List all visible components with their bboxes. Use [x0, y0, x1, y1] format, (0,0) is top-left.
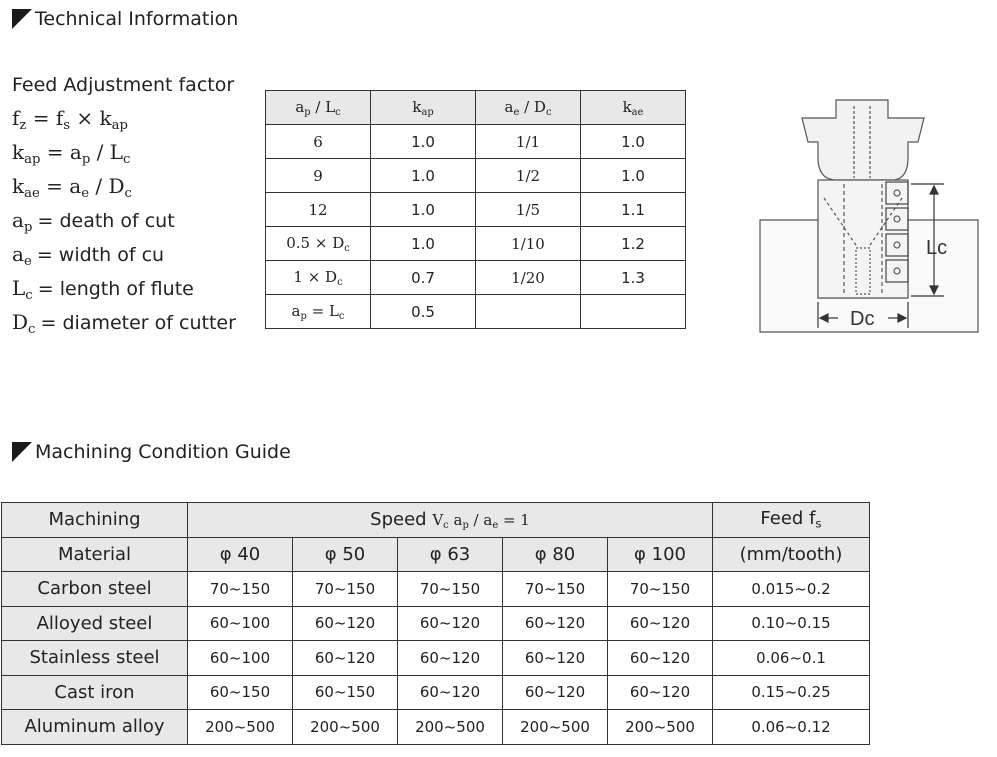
speed-cell: 60~120	[503, 675, 608, 710]
guide-header-row-1	[2, 503, 870, 538]
factor-table-cell: 12	[266, 193, 371, 227]
material-cell: Stainless steel	[2, 641, 188, 676]
factor-table-cell: 0.7	[371, 261, 476, 295]
speed-cell: 60~100	[188, 606, 293, 641]
feed-cell: 0.06~0.1	[713, 641, 870, 676]
factor-table-cell: $a_p = L_c$	[266, 295, 371, 329]
factor-table-cell: 6	[266, 125, 371, 159]
factor-table-row	[266, 125, 686, 159]
speed-cell: 60~120	[398, 641, 503, 676]
factor-table-header-cell: $k_{ap}$	[371, 91, 476, 125]
triangle-marker-icon	[12, 9, 32, 29]
feed-header-line-2: (mm/tooth)	[713, 537, 870, 572]
feed-cell: 0.015~0.2	[713, 572, 870, 607]
factor-table-row	[266, 295, 686, 329]
lc-label: Lc	[926, 237, 948, 259]
speed-cell: 200~500	[293, 710, 398, 745]
machining-guide-table-body	[2, 503, 870, 745]
factor-table-cell	[476, 295, 581, 329]
diameter-header-cell: φ 63	[398, 537, 503, 572]
speed-cell: 60~150	[293, 675, 398, 710]
speed-cell: 200~500	[398, 710, 503, 745]
formula-fz: $f_z = f_s \times k_{ap}$	[12, 106, 128, 133]
material-cell: Alloyed steel	[2, 606, 188, 641]
factor-table-cell: 1/20	[476, 261, 581, 295]
factor-table-cell	[581, 295, 686, 329]
speed-cell: 200~500	[503, 710, 608, 745]
factor-table-cell: 1.0	[371, 227, 476, 261]
factor-table-header-cell: $k_{ae}$	[581, 91, 686, 125]
speed-cell: 70~150	[398, 572, 503, 607]
material-cell: Carbon steel	[2, 572, 188, 607]
cutter-shank	[802, 100, 924, 180]
speed-cell: 70~150	[293, 572, 398, 607]
factor-table-cell: 1.2	[581, 227, 686, 261]
speed-cell: 70~150	[608, 572, 713, 607]
factor-table-cell: 1/5	[476, 193, 581, 227]
definition-ap: $a_p$ = death of cut	[12, 208, 175, 235]
guide-header-row-2	[2, 537, 870, 572]
material-cell: Aluminum alloy	[2, 710, 188, 745]
feed-cell: 0.06~0.12	[713, 710, 870, 745]
feed-cell: 0.15~0.25	[713, 675, 870, 710]
feed-header-line-1: Feed $f_s$	[713, 503, 870, 538]
definition-lc: $L_c$ = length of flute	[12, 276, 194, 303]
speed-cell: 60~120	[503, 641, 608, 676]
speed-cell: 60~120	[503, 606, 608, 641]
factor-table-cell: 1.0	[371, 125, 476, 159]
speed-cell: 200~500	[188, 710, 293, 745]
cutter-diagram	[758, 98, 982, 334]
factor-table-cell: 1.0	[371, 193, 476, 227]
definition-dc: $D_c$ = diameter of cutter	[12, 310, 236, 337]
diameter-header-cell: φ 100	[608, 537, 713, 572]
factor-table-row	[266, 193, 686, 227]
definition-ae: $a_e$ = width of cu	[12, 242, 165, 269]
material-header-line-1: Machining	[2, 503, 188, 538]
speed-cell: 60~120	[608, 675, 713, 710]
speed-cell: 60~120	[608, 641, 713, 676]
formula-kae: $k_{ae} = a_e / D_c$	[12, 174, 132, 201]
diameter-header-cell: φ 50	[293, 537, 398, 572]
diameter-header-cell: φ 40	[188, 537, 293, 572]
factor-table-row	[266, 159, 686, 193]
speed-cell: 70~150	[188, 572, 293, 607]
guide-table-row	[2, 675, 870, 710]
speed-condition: $V_c$ $a_p / a_e = 1$	[432, 510, 530, 531]
speed-cell: 60~120	[293, 606, 398, 641]
speed-cell: 60~120	[293, 641, 398, 676]
factor-table-cell: 1/1	[476, 125, 581, 159]
factor-table-cell: 1.3	[581, 261, 686, 295]
factor-table-header-cell: $a_p / L_c$	[266, 91, 371, 125]
factor-table-body	[266, 91, 686, 329]
guide-table-row	[2, 641, 870, 676]
triangle-marker-icon	[12, 442, 32, 462]
formula-kap: $k_{ap} = a_p / L_c$	[12, 140, 131, 167]
speed-cell: 200~500	[608, 710, 713, 745]
factor-table-row	[266, 261, 686, 295]
technical-info-title	[12, 8, 238, 30]
machining-guide-table	[1, 502, 870, 745]
guide-table-row	[2, 572, 870, 607]
speed-header-label: Speed	[370, 508, 433, 530]
feed-adjustment-heading: Feed Adjustment factor	[12, 74, 235, 96]
material-header-line-2: Material	[2, 537, 188, 572]
speed-header	[188, 503, 713, 538]
speed-cell: 60~120	[398, 675, 503, 710]
factor-table-row	[266, 227, 686, 261]
factor-table-cell: $1 \times D_c$	[266, 261, 371, 295]
factor-table-header-row	[266, 91, 686, 125]
guide-table-row	[2, 606, 870, 641]
speed-cell: 60~120	[608, 606, 713, 641]
cutter-body	[818, 180, 908, 298]
dc-label: Dc	[850, 308, 875, 330]
factor-table-cell: 9	[266, 159, 371, 193]
material-cell: Cast iron	[2, 675, 188, 710]
factor-table-cell: 1.0	[371, 159, 476, 193]
factor-table-cell: 1/2	[476, 159, 581, 193]
technical-info-title-text: Technical Information	[35, 8, 239, 30]
factor-table-cell: 1.0	[581, 125, 686, 159]
factor-table-cell: 1/10	[476, 227, 581, 261]
feed-cell: 0.10~0.15	[713, 606, 870, 641]
diameter-header-cell: φ 80	[503, 537, 608, 572]
speed-cell: 70~150	[503, 572, 608, 607]
speed-cell: 60~150	[188, 675, 293, 710]
factor-table-cell: 1.0	[581, 159, 686, 193]
speed-cell: 60~100	[188, 641, 293, 676]
factor-table	[265, 90, 686, 329]
factor-table-cell: 1.1	[581, 193, 686, 227]
factor-table-cell: $0.5 \times D_c$	[266, 227, 371, 261]
machining-guide-title	[12, 441, 291, 463]
factor-table-cell: 0.5	[371, 295, 476, 329]
guide-table-row	[2, 710, 870, 745]
factor-table-header-cell: $a_e / D_c$	[476, 91, 581, 125]
machining-guide-title-text: Machining Condition Guide	[35, 441, 291, 463]
speed-cell: 60~120	[398, 606, 503, 641]
